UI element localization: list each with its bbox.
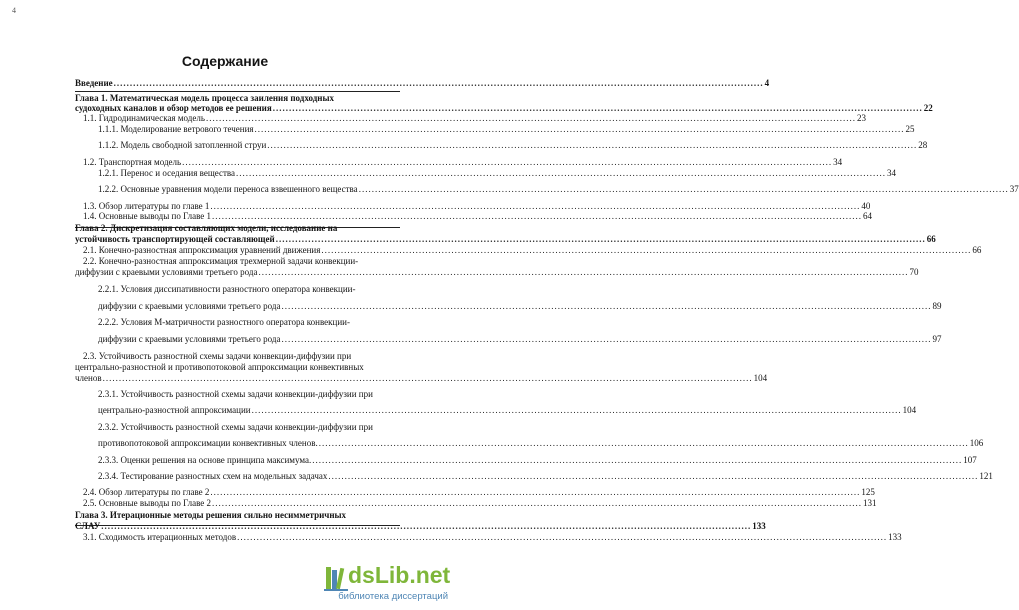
toc-entry xyxy=(75,373,768,383)
toc-leader-dots: ........................................................................................................................................................................................................ xyxy=(267,140,918,150)
toc-entry xyxy=(75,103,933,113)
toc-entry xyxy=(75,267,919,277)
toc-entry-page: 106 xyxy=(969,438,984,448)
toc-entry xyxy=(98,423,400,432)
toc-leader-dots: ........................................................................................................................................................................................................ xyxy=(281,334,932,344)
toc-entry-page: 66 xyxy=(926,234,936,244)
toc-entry-title: 1.1.2. Модель свободной затопленной струи xyxy=(98,140,267,150)
toc-entry-title: 1.1. Гидродинамическая модель xyxy=(83,113,205,123)
toc-leader-dots: ........................................................................................................................................................................................................ xyxy=(212,498,863,508)
toc-entry-title: 2.3. Устойчивость разностной схемы задачи конвекции-диффузии при xyxy=(83,351,352,361)
toc-entry xyxy=(98,405,917,415)
toc-entry-title: 2.3.4. Тестирование разностных схем на модельных задачах xyxy=(98,471,328,481)
toc-entry xyxy=(98,184,1019,194)
toc-entry-title: 2.2. Конечно-разностная аппроксимация трехмерной задачи конвекции- xyxy=(83,256,359,266)
toc-entry-page: 40 xyxy=(861,201,871,211)
book-stack-logo-icon xyxy=(324,565,348,591)
toc-leader-dots: ........................................................................................................................................................................................................ xyxy=(272,103,923,113)
toc-entry-title: 2.3.3. Оценки решения на основе принципа максимума. xyxy=(98,455,312,465)
toc-entry xyxy=(98,318,400,327)
toc-entry-title: 1.2.2. Основные уравнения модели переноса взвешенного вещества xyxy=(98,184,358,194)
toc-leader-dots: ........................................................................................................................................................................................................ xyxy=(182,157,833,167)
toc-leader-dots: ........................................................................................................................................................................................................ xyxy=(254,124,905,134)
toc-title: Содержание xyxy=(181,53,269,69)
toc-entry-page: 64 xyxy=(863,211,873,221)
toc-entry-title: 2.4. Обзор литературы по главе 2 xyxy=(83,487,210,497)
toc-entry xyxy=(83,113,866,123)
toc-entry-title: центрально-разностной и противопотоковой аппроксимации конвективных xyxy=(75,362,364,372)
toc-entry xyxy=(83,201,871,211)
toc-entry xyxy=(98,124,915,134)
toc-entry xyxy=(75,363,400,372)
toc-leader-dots: ........................................................................................................................................................................................................ xyxy=(205,113,856,123)
toc-entry xyxy=(98,471,993,481)
toc-entry xyxy=(75,511,400,520)
toc-leader-dots: ........................................................................................................................................................................................................ xyxy=(210,487,861,497)
toc-entry-page: 23 xyxy=(856,113,866,123)
toc-leader-dots: ........................................................................................................................................................................................................ xyxy=(251,405,902,415)
toc-entry-title: 3.1. Сходимость итерационных методов xyxy=(83,532,237,542)
toc-entry xyxy=(83,245,982,255)
toc-entry-title: диффузии с краевыми условиями третьего рода xyxy=(98,334,281,344)
toc-entry-page: 34 xyxy=(887,168,897,178)
toc-entry xyxy=(83,157,843,167)
toc-entry-title: противопотоковой аппроксимации конвективных членов. xyxy=(98,438,318,448)
toc-entry-page: 133 xyxy=(888,532,902,542)
toc-leader-dots: ........................................................................................................................................................................................................ xyxy=(328,471,979,481)
toc-entry xyxy=(98,301,942,311)
toc-leader-dots: ........................................................................................................................................................................................................ xyxy=(210,201,861,211)
toc-entry-page: 89 xyxy=(932,301,942,311)
toc-entry xyxy=(98,455,977,465)
toc-entry-page: 133 xyxy=(752,521,766,531)
toc-leader-dots: ........................................................................................................................................................................................................ xyxy=(358,184,1009,194)
toc-entry xyxy=(83,498,877,508)
toc-entry-page: 28 xyxy=(918,140,928,150)
toc-leader-dots: ........................................................................................................................................................................................................ xyxy=(281,301,932,311)
toc-entry-title: СЛАУ xyxy=(75,521,101,531)
toc-entry-page: 22 xyxy=(923,103,933,113)
toc-leader-dots: ........................................................................................................................................................................................................ xyxy=(258,267,909,277)
toc-entry-title: 2.2.1. Условия диссипативности разностного оператора конвекции- xyxy=(98,284,356,294)
toc-leader-dots: ........................................................................................................................................................................................................ xyxy=(212,211,863,221)
toc-entry-title: Глава 3. Итерационные методы решения сильно несимметричных xyxy=(75,510,347,520)
toc-leader-dots: ........................................................................................................................................................................................................ xyxy=(113,78,764,88)
toc-entry xyxy=(75,78,770,88)
toc-entry-page: 104 xyxy=(902,405,917,415)
toc-entry-title: 2.3.2. Устойчивость разностной схемы задачи конвекции-диффузии при xyxy=(98,422,373,432)
toc-entry-page: 104 xyxy=(753,373,768,383)
toc-leader-dots: ........................................................................................................................................................................................................ xyxy=(101,521,752,531)
watermark-caption: библиотека диссертаций xyxy=(338,591,448,602)
toc-entry-title: 2.2.2. Условия М-матричности разностного оператора конвекции- xyxy=(98,317,350,327)
toc-entry-page: 107 xyxy=(963,455,977,465)
page-number: 4 xyxy=(12,6,16,15)
toc-entry-title: 2.5. Основные выводы по Главе 2 xyxy=(83,498,212,508)
toc-leader-dots: ........................................................................................................................................................................................................ xyxy=(236,168,887,178)
toc-entry xyxy=(98,140,928,150)
toc-entry-page: 125 xyxy=(861,487,875,497)
toc-entry-page: 4 xyxy=(764,78,770,88)
toc-entry-title: центрально-разностной аппроксимации xyxy=(98,405,251,415)
toc-entry xyxy=(83,211,873,221)
toc-entry-title: судоходных каналов и обзор методов ее решения xyxy=(75,103,272,113)
toc-entry-title: членов xyxy=(75,373,102,383)
toc-leader-dots: ........................................................................................................................................................................................................ xyxy=(318,438,969,448)
toc-entry-page: 121 xyxy=(979,471,993,481)
toc-entry-title: Глава 2. Дискретизация составляющих модели, исследование на xyxy=(75,223,338,233)
toc-leader-dots: ........................................................................................................................................................................................................ xyxy=(321,245,972,255)
toc-entry-page: 97 xyxy=(932,334,942,344)
toc-entry-page: 66 xyxy=(972,245,982,255)
toc-entry xyxy=(98,334,942,344)
toc-entry-title: диффузии с краевыми условиями третьего рода xyxy=(98,301,281,311)
toc-entry xyxy=(83,532,902,542)
toc-entry xyxy=(75,224,400,233)
toc-entry xyxy=(98,285,400,294)
toc-entry-page: 25 xyxy=(905,124,915,134)
heading-rule xyxy=(75,91,400,92)
toc-entry-page: 34 xyxy=(833,157,843,167)
toc-entry-title: диффузии с краевыми условиями третьего рода xyxy=(75,267,258,277)
toc-entry-title: Введение xyxy=(75,78,113,88)
toc-entry xyxy=(98,438,984,448)
watermark xyxy=(318,562,451,608)
toc-entry xyxy=(83,487,875,497)
toc-entry xyxy=(75,234,936,244)
toc-entry-title: 1.2.1. Перенос и оседания вещества xyxy=(98,168,236,178)
toc-entry-title: 1.1.1. Моделирование ветрового течения xyxy=(98,124,254,134)
toc-entry-page: 70 xyxy=(909,267,919,277)
toc-entry xyxy=(98,168,897,178)
toc-entry-title: 1.2. Транспортная модель xyxy=(83,157,182,167)
toc-leader-dots: ........................................................................................................................................................................................................ xyxy=(102,373,753,383)
toc-leader-dots: ........................................................................................................................................................................................................ xyxy=(275,234,926,244)
toc-entry xyxy=(83,352,400,361)
toc-entry-title: 1.3. Обзор литературы по главе 1 xyxy=(83,201,210,211)
toc-entry xyxy=(83,257,400,266)
watermark-brand: dsLib.net xyxy=(348,562,451,588)
toc-entry-page: 37 xyxy=(1009,184,1019,194)
toc-entry-title: 2.1. Конечно-разностная аппроксимация уравнений движения xyxy=(83,245,321,255)
toc-entry-page: 131 xyxy=(863,498,877,508)
toc-entry xyxy=(98,390,400,399)
toc-leader-dots: ........................................................................................................................................................................................................ xyxy=(237,532,888,542)
toc-entry-title: устойчивость транспортирующей составляющей xyxy=(75,234,275,244)
toc-leader-dots: ........................................................................................................................................................................................................ xyxy=(312,455,963,465)
toc-entry-title: 1.4. Основные выводы по Главе 1 xyxy=(83,211,212,221)
toc-entry-title: 2.3.1. Устойчивость разностной схемы задачи конвекции-диффузии при xyxy=(98,389,373,399)
toc-entry xyxy=(75,521,766,531)
toc-entry-title: Глава 1. Математическая модель процесса заиления подходных xyxy=(75,93,335,103)
toc-entry xyxy=(75,94,400,103)
